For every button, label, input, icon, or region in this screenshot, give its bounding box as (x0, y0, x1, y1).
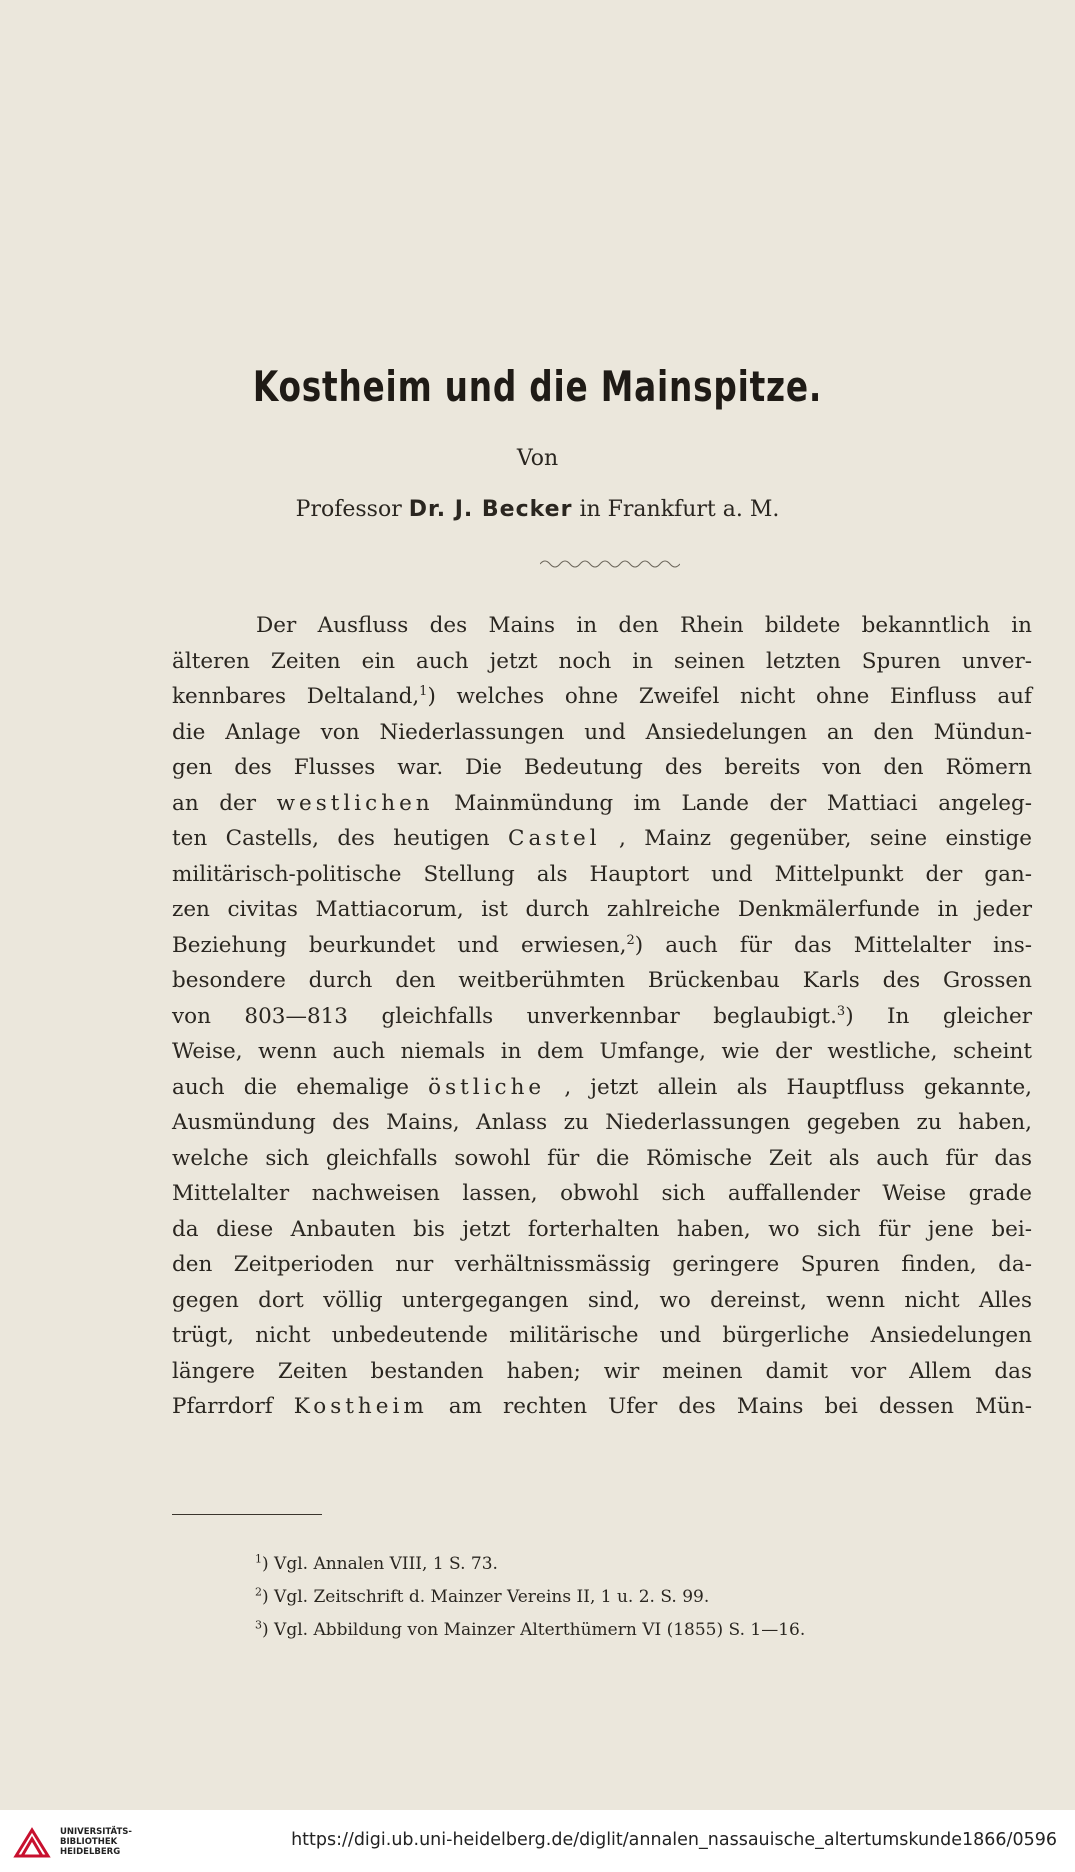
text-line (172, 1354, 1032, 1390)
footer-bar (0, 1810, 1075, 1872)
text-segment: ) auch für das Mittelalter ins- (634, 932, 1033, 958)
text-line (172, 786, 1032, 822)
text-line (172, 928, 1032, 964)
text-segment: die Anlage von Niederlassungen und Ansiedelungen an den Mündun- (172, 719, 1032, 745)
text-segment: älteren Zeiten ein auch jetzt noch in seinen letzten Spuren unver- (172, 648, 1032, 674)
text-segment: da diese Anbauten bis jetzt forterhalten haben, wo sich für jene bei- (172, 1216, 1032, 1242)
text-segment: ) welches ohne Zweifel nicht ohne Einfluss auf (427, 684, 1032, 709)
text-segment: gegen dort völlig untergegangen sind, wo dereinst, wenn nicht Alles (172, 1287, 1032, 1313)
footnote-ref: 2 (626, 932, 635, 948)
author-name: Dr. J. Becker (408, 497, 573, 522)
text-segment: Pfarrdorf (172, 1394, 273, 1419)
text-line (172, 857, 1032, 893)
text-segment: zen civitas Mattiacorum, ist durch zahlreiche Denkmälerfunde in jeder (172, 897, 1032, 922)
library-name-line: UNIVERSITÄTS- (60, 1827, 132, 1837)
footnote-text: ) Vgl. Zeitschrift d. Mainzer Vereins II, 1 u. 2. S. 99. (262, 1587, 710, 1607)
text-line (172, 821, 1032, 857)
body-text (172, 608, 1032, 1425)
text-line (172, 999, 1032, 1035)
author-prefix: Professor (295, 497, 402, 522)
text-segment: von 803—813 gleichfalls unverkennbar beglaubigt. (172, 1003, 837, 1029)
text-segment: besondere durch den weitberühmten Brückenbau Karls des Grossen (172, 968, 1032, 993)
text-line (172, 1070, 1032, 1106)
footnote-mark: 1 (255, 1552, 262, 1566)
text-line (172, 1212, 1032, 1248)
text-line (172, 892, 1032, 928)
text-segment: Beziehung beurkundet und erwiesen, (172, 932, 627, 958)
text-segment: trügt, nicht unbedeutende militärische und bürgerliche Ansiedelungen (172, 1323, 1032, 1348)
text-segment: , Mainz gegenüber, seine einstige (618, 826, 1032, 851)
text-segment: , jetzt allein als Hauptfluss gekannte, (564, 1074, 1032, 1100)
text-segment: Ausmündung des Mains, Anlass zu Niederlassungen gegeben zu haben, (172, 1110, 1032, 1135)
text-segment: militärisch-politische Stellung als Hauptort und Mittelpunkt der gan- (172, 861, 1032, 887)
footnote-divider (172, 1514, 322, 1515)
footnote-ref: 3 (836, 1003, 846, 1019)
spaced-word: Castel (508, 826, 601, 851)
footnote-text: ) Vgl. Annalen VIII, 1 S. 73. (262, 1554, 498, 1574)
footnote (255, 1581, 955, 1614)
library-logo-icon (12, 1826, 52, 1860)
footnote-mark: 3 (255, 1618, 262, 1632)
footnotes (255, 1548, 955, 1647)
spaced-word: Kostheim (293, 1394, 428, 1419)
spaced-word: östliche (428, 1074, 546, 1100)
author-suffix: in Frankfurt a. M. (579, 497, 780, 522)
text-segment: auch die ehemalige (172, 1074, 409, 1100)
text-line (172, 608, 1032, 644)
library-name-line: HEIDELBERG (60, 1847, 121, 1857)
text-segment: gen des Flusses war. Die Bedeutung des bereits von den Römern (172, 755, 1032, 780)
text-segment: am rechten Ufer des Mains bei dessen Mün- (448, 1394, 1032, 1419)
text-line (172, 1034, 1032, 1070)
text-segment: Weise, wenn auch niemals in dem Umfange, wie der westliche, scheint (172, 1039, 1032, 1064)
text-line (172, 679, 1032, 715)
text-line (172, 1389, 1032, 1425)
text-line (172, 1283, 1032, 1319)
footnote-mark: 2 (255, 1585, 262, 1599)
author-line (0, 497, 1075, 522)
spaced-word: westlichen (276, 790, 434, 816)
footnote-ref: 1 (419, 683, 428, 699)
text-line (172, 1176, 1032, 1212)
text-line (172, 715, 1032, 751)
text-segment: welche sich gleichfalls sowohl für die Römische Zeit als auch für das (172, 1145, 1032, 1171)
text-line (172, 644, 1032, 680)
text-segment: kennbares Deltaland, (172, 684, 420, 709)
library-name-line: BIBLIOTHEK (60, 1837, 118, 1847)
text-line (172, 1247, 1032, 1283)
text-segment: längere Zeiten bestanden haben; wir meinen damit vor Allem das (172, 1358, 1032, 1384)
text-segment: den Zeitperioden nur verhältnissmässig geringere Spuren finden, da- (172, 1252, 1032, 1277)
permalink-url[interactable]: https://digi.ub.uni-heidelberg.de/diglit/annalen_nassauische_altertumskunde1866/0596 (291, 1830, 1057, 1850)
library-name (60, 1827, 132, 1857)
text-segment: Mittelalter nachweisen lassen, obwohl sich auffallender Weise grade (172, 1181, 1032, 1206)
footnote (255, 1548, 955, 1581)
text-segment: ) In gleicher (845, 1003, 1032, 1029)
text-segment: ten Castells, des heutigen (172, 826, 490, 851)
byline-von: Von (516, 446, 559, 471)
text-line (172, 750, 1032, 786)
footnote (255, 1614, 955, 1647)
text-line (172, 963, 1032, 999)
text-segment: an der (172, 790, 257, 816)
text-segment: Der Ausfluss des Mains in den Rhein bildete bekanntlich in (256, 613, 1032, 638)
text-line (172, 1141, 1032, 1177)
text-line (172, 1105, 1032, 1141)
footnote-text: ) Vgl. Abbildung von Mainzer Alterthümern VI (1855) S. 1—16. (262, 1620, 806, 1640)
wavy-ornament (540, 558, 680, 570)
text-line (172, 1318, 1032, 1354)
text-segment: Mainmündung im Lande der Mattiaci angeleg- (454, 790, 1032, 816)
article-title: Kostheim und die Mainspitze. (252, 362, 823, 411)
